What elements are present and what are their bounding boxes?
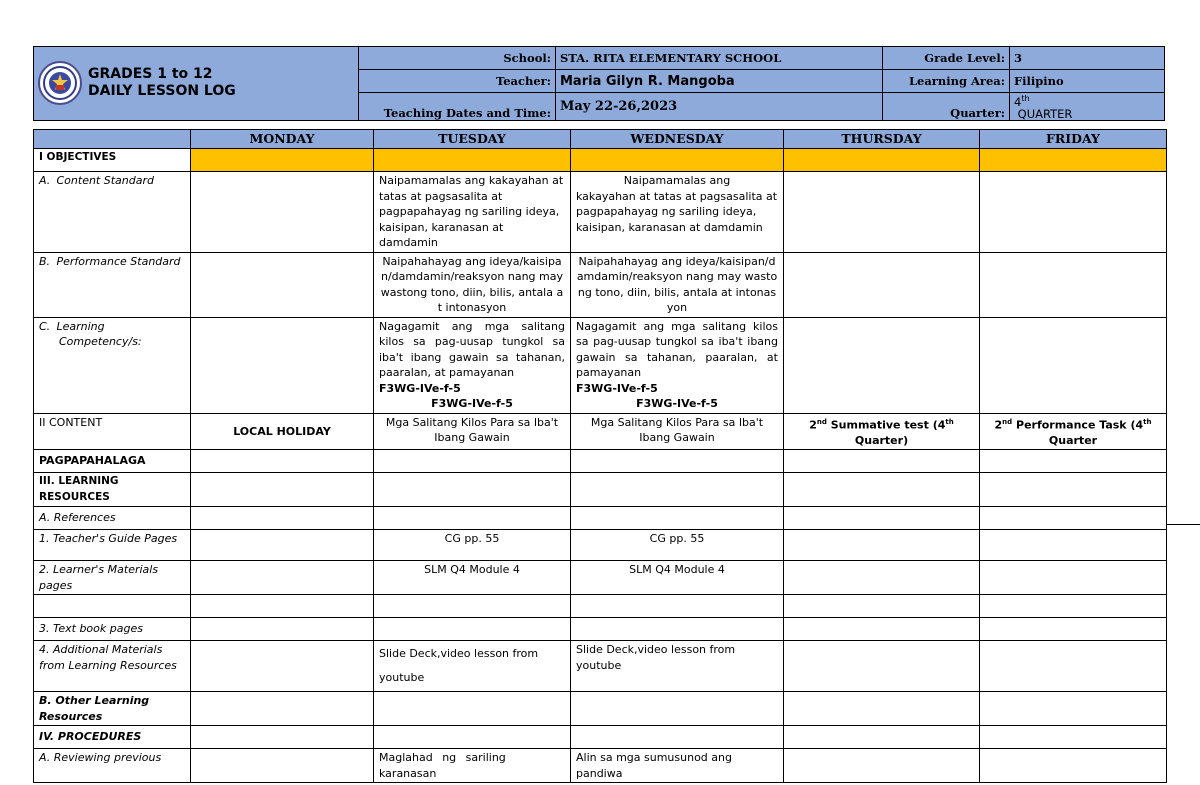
am-mon: [191, 641, 374, 692]
or-line1: B. Other Learning: [39, 694, 150, 708]
objectives-row: [34, 149, 1167, 172]
ref-mon: [191, 507, 374, 530]
learning-resources-label: III. LEARNING RESOURCES: [34, 473, 191, 507]
quarter-label: Quarter:: [883, 93, 1010, 121]
blank-mon: [191, 595, 374, 618]
learning-competency-line2: Competency/s:: [59, 335, 142, 348]
content-friday: [980, 413, 1167, 450]
references-label: A. References: [34, 507, 191, 530]
competency-wed-code2: F3WG-IVe-f-5: [636, 397, 718, 410]
lm-thu: [784, 561, 980, 595]
lm-mon: [191, 561, 374, 595]
days-header-row: [34, 130, 1167, 149]
am-fri: [980, 641, 1167, 692]
thu-mid: Summative test (4: [826, 418, 946, 432]
pr-fri: [980, 726, 1167, 749]
additional-materials-label: [34, 641, 191, 692]
content-wednesday: Mga Salitang Kilos Para sa Iba't Ibang Gawain: [571, 413, 784, 450]
objectives-monday: [191, 149, 374, 172]
learning-competency-wednesday: [571, 317, 784, 413]
content-standard-monday: [191, 172, 374, 253]
content-standard-tuesday: Naipamamalas ang kakayahan at tatas at pagsasalita at pagpapahayag ng sariling ideya, kaisipan, karanasan at damdamin: [374, 172, 571, 253]
school-label: School:: [359, 47, 556, 70]
pr-thu: [784, 726, 980, 749]
thu-num: 2: [809, 418, 817, 432]
lr-thu: [784, 473, 980, 507]
additional-materials-row: [34, 641, 1167, 692]
learning-competency-label: [34, 317, 191, 413]
grade-level-label: Grade Level:: [883, 47, 1010, 70]
performance-standard-friday: [980, 252, 1167, 317]
tb-thu: [784, 618, 980, 641]
blank-label: [34, 595, 191, 618]
title-line-2: DAILY LESSON LOG: [88, 83, 236, 100]
rv-fri: [980, 749, 1167, 783]
objectives-label: I OBJECTIVES: [34, 149, 191, 172]
other-resources-row: [34, 692, 1167, 726]
or-mon: [191, 692, 374, 726]
or-thu: [784, 692, 980, 726]
am-line1: 4. Additional Materials: [39, 643, 163, 657]
competency-tue-code1: F3WG-IVe-f-5: [379, 381, 461, 395]
competency-tue-text: Nagagamit ang mga salitang kilos sa pag-uusap tungkol sa iba't ibang gawain sa tahanan, paaralan, at pamayanan: [379, 319, 565, 379]
content-thursday: [784, 413, 980, 450]
performance-standard-thursday: [784, 252, 980, 317]
quarter-word: QUARTER: [1017, 106, 1073, 121]
competency-wed-text: Nagagamit ang mga salitang kilos sa pag-uusap tungkol sa iba't ibang gawain sa tahanan, paaralan, at pamayanan: [576, 319, 778, 379]
learning-competency-monday: [191, 317, 374, 413]
competency-tue-code2: F3WG-IVe-f-5: [431, 397, 513, 410]
teachers-guide-label: 1. Teacher's Guide Pages: [34, 530, 191, 561]
content-standard-wed-line1: Naipamamalas ang: [623, 174, 731, 187]
content-label: II CONTENT: [34, 413, 191, 450]
teachers-guide-row: [34, 530, 1167, 561]
fri-sup2: th: [1143, 417, 1152, 426]
content-standard-text: Content Standard: [56, 174, 154, 187]
tg-wednesday: CG pp. 55: [571, 530, 784, 561]
lm-line1: 2. Learner's Materials: [39, 563, 159, 577]
tg-thu: [784, 530, 980, 561]
school-value: STA. RITA ELEMENTARY SCHOOL: [556, 47, 883, 70]
learning-competency-tuesday: [374, 317, 571, 413]
learning-competency-letter: C.: [39, 319, 51, 333]
tg-fri: [980, 530, 1167, 561]
blank-thu: [784, 595, 980, 618]
procedures-row: [34, 726, 1167, 749]
day-tuesday: TUESDAY: [374, 130, 571, 149]
fri-end: Quarter: [1048, 433, 1098, 447]
pag-thu: [784, 450, 980, 473]
ref-fri: [980, 507, 1167, 530]
am-tuesday: [374, 641, 571, 692]
lm-wednesday: SLM Q4 Module 4: [571, 561, 784, 595]
teacher-value: Maria Gilyn R. Mangoba: [556, 70, 883, 93]
lr-mon: [191, 473, 374, 507]
learning-competency-thursday: [784, 317, 980, 413]
content-standard-thursday: [784, 172, 980, 253]
learners-materials-row: [34, 561, 1167, 595]
blank-fri: [980, 595, 1167, 618]
tb-tue: [374, 618, 571, 641]
pag-tue: [374, 450, 571, 473]
teaching-dates-label: Teaching Dates and Time:: [359, 93, 556, 121]
or-tue: [374, 692, 571, 726]
pag-fri: [980, 450, 1167, 473]
fri-mid: Performance Task (4: [1012, 418, 1144, 432]
brand-cell: [34, 47, 359, 121]
performance-standard-tuesday: Naipahahayag ang ideya/kaisipan/damdamin/reaksyon nang may wastong tono, diin, bilis, antala at intonasyon: [374, 252, 571, 317]
fri-num: 2: [994, 418, 1003, 432]
references-row: [34, 507, 1167, 530]
pag-wed: [571, 450, 784, 473]
thu-end: Quarter): [854, 433, 909, 447]
day-monday: MONDAY: [191, 130, 374, 149]
content-standard-letter: A.: [39, 174, 51, 187]
blank-row: [34, 595, 1167, 618]
learners-materials-label: [34, 561, 191, 595]
other-resources-label: [34, 692, 191, 726]
grade-level-value: 3: [1010, 47, 1165, 70]
ref-tue: [374, 507, 571, 530]
content-standard-wednesday: [571, 172, 784, 253]
teaching-dates-value: May 22-26,2023: [556, 93, 883, 121]
deped-seal-icon: [38, 61, 82, 105]
blank-tue: [374, 595, 571, 618]
header-table: [33, 46, 1165, 121]
lm-tuesday: SLM Q4 Module 4: [374, 561, 571, 595]
am-tue-line1: Slide Deck,video lesson from: [379, 647, 539, 661]
competency-wed-code1: F3WG-IVe-f-5: [576, 381, 658, 395]
lr-fri: [980, 473, 1167, 507]
or-fri: [980, 692, 1167, 726]
reviewing-label: A. Reviewing previous: [34, 749, 191, 783]
tb-mon: [191, 618, 374, 641]
tg-mon: [191, 530, 374, 561]
quarter-sup: th: [1021, 94, 1030, 103]
objectives-tuesday: [374, 149, 571, 172]
ref-thu: [784, 507, 980, 530]
pagpapahalaga-row: [34, 450, 1167, 473]
quarter-value: [1010, 93, 1165, 121]
am-thu: [784, 641, 980, 692]
content-standard-wed-rest: kakayahan at tatas at pagsasalita at pagpapahayag ng sariling ideya, kaisipan, karanasan at damdamin: [576, 189, 778, 234]
pr-tue: [374, 726, 571, 749]
text-book-label: 3. Text book pages: [34, 618, 191, 641]
day-friday: FRIDAY: [980, 130, 1167, 149]
content-standard-row: [34, 172, 1167, 253]
day-thursday: THURSDAY: [784, 130, 980, 149]
learning-competency-row: [34, 317, 1167, 413]
ref-wed: [571, 507, 784, 530]
tb-wed: [571, 618, 784, 641]
tb-fri: [980, 618, 1167, 641]
content-monday-holiday: LOCAL HOLIDAY: [191, 413, 374, 450]
lm-line2: pages: [39, 578, 73, 592]
performance-standard-row: [34, 252, 1167, 317]
content-standard-friday: [980, 172, 1167, 253]
performance-standard-label: [34, 252, 191, 317]
am-wednesday: Slide Deck,video lesson from youtube: [571, 641, 784, 692]
rv-tuesday: Maglahad ng sariling karanasan: [374, 749, 571, 783]
am-line2: from Learning Resources: [39, 658, 177, 672]
rv-thu: [784, 749, 980, 783]
thu-sup: nd: [816, 417, 827, 426]
fri-sup: nd: [1002, 417, 1013, 426]
learning-area-label: Learning Area:: [883, 70, 1010, 93]
text-book-row: [34, 618, 1167, 641]
blank-wed: [571, 595, 784, 618]
performance-standard-monday: [191, 252, 374, 317]
am-tue-line2: youtube: [379, 671, 425, 685]
corner-cell: [34, 130, 191, 149]
page-edge-line: [1166, 524, 1200, 525]
lesson-log-grid: [33, 129, 1167, 783]
or-line2: Resources: [39, 709, 103, 723]
rv-mon: [191, 749, 374, 783]
learning-competency-line1: Learning: [56, 319, 105, 333]
learning-area-value: Filipino: [1010, 70, 1165, 93]
objectives-thursday: [784, 149, 980, 172]
performance-standard-wednesday: Naipahahayag ang ideya/kaisipan/damdamin/reaksyon nang may wastong tono, diin, bilis, antala at intonasyon: [571, 252, 784, 317]
learning-competency-friday: [980, 317, 1167, 413]
pr-mon: [191, 726, 374, 749]
lr-tue: [374, 473, 571, 507]
lm-fri: [980, 561, 1167, 595]
rv-wednesday: Alin sa mga sumusunod ang pandiwa: [571, 749, 784, 783]
day-wednesday: WEDNESDAY: [571, 130, 784, 149]
content-row: [34, 413, 1167, 450]
content-standard-label: [34, 172, 191, 253]
objectives-friday: [980, 149, 1167, 172]
performance-standard-letter: B.: [39, 254, 51, 268]
quarter-number: 4: [1014, 94, 1022, 109]
tg-tuesday: CG pp. 55: [374, 530, 571, 561]
lr-wed: [571, 473, 784, 507]
objectives-wednesday: [571, 149, 784, 172]
teacher-label: Teacher:: [359, 70, 556, 93]
learning-resources-row: [34, 473, 1167, 507]
procedures-label: IV. PROCEDURES: [34, 726, 191, 749]
pagpapahalaga-label: PAGPAPAHALAGA: [34, 450, 191, 473]
pag-mon: [191, 450, 374, 473]
title-line-1: GRADES 1 to 12: [88, 66, 213, 83]
performance-standard-text: Performance Standard: [56, 254, 181, 268]
reviewing-row: [34, 749, 1167, 783]
pr-wed: [571, 726, 784, 749]
or-wed: [571, 692, 784, 726]
thu-sup2: th: [945, 417, 954, 426]
content-tuesday: Mga Salitang Kilos Para sa Iba't Ibang Gawain: [374, 413, 571, 450]
